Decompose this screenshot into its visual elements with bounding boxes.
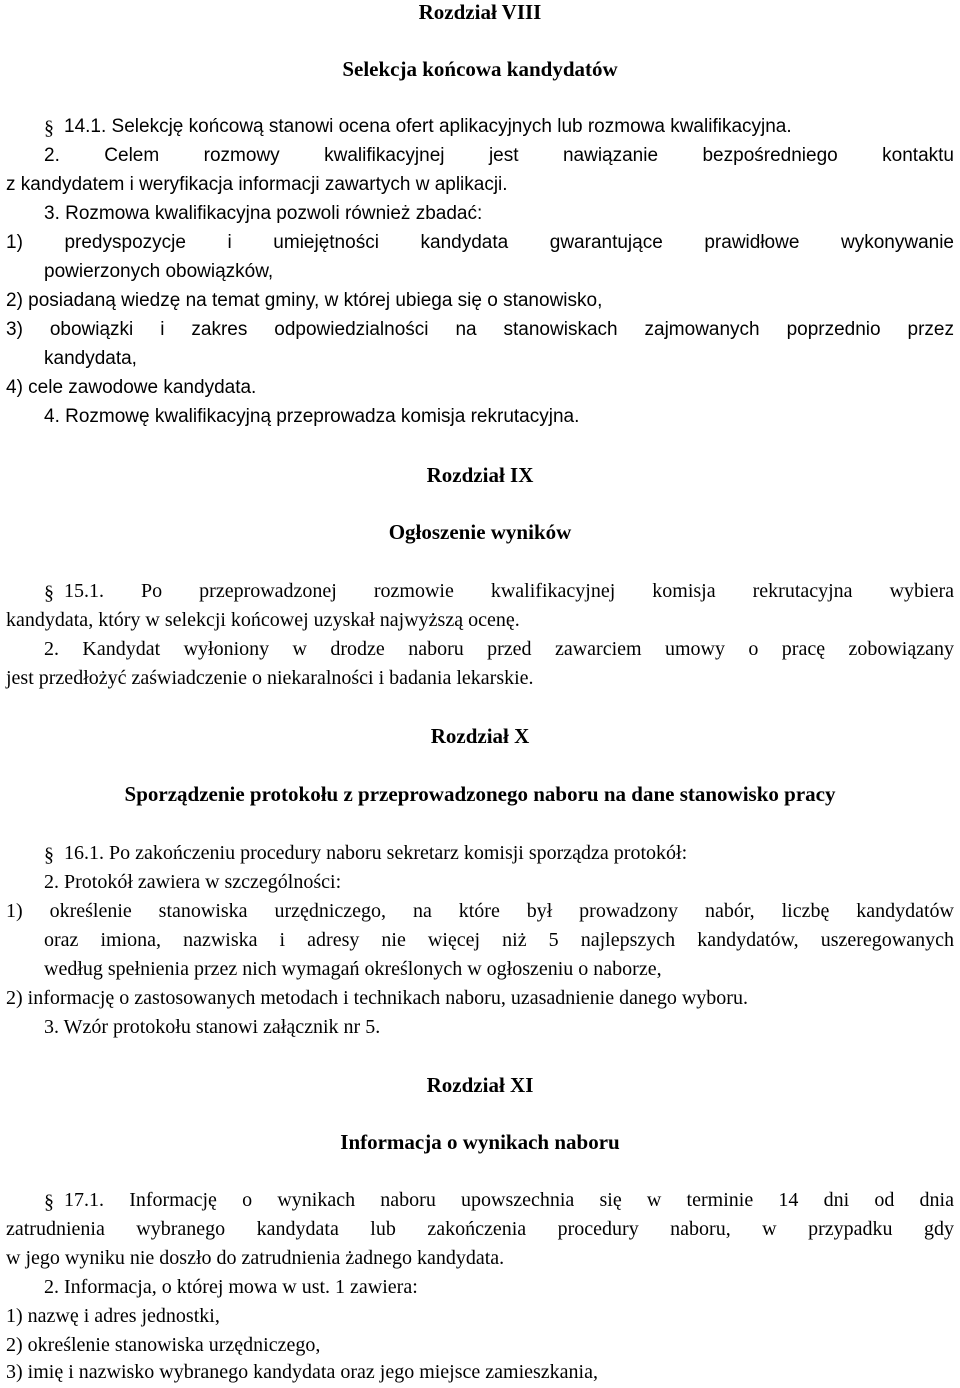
section-mark-icon: § bbox=[44, 117, 54, 139]
paragraph-15-1-line2: kandydata, który w selekcji końcowej uzyskał najwyższą ocenę. bbox=[6, 609, 520, 631]
list-item-1-line1: 1) określenie stanowiska urzędniczego, na które był prowadzony nabór, liczbę kandydatów bbox=[6, 900, 954, 922]
list-item-1: 1) nazwę i adres jednostki, bbox=[6, 1305, 220, 1327]
list-item-2: 2) informację o zastosowanych metodach i technikach naboru, uzasadnienie danego wyboru. bbox=[6, 987, 748, 1009]
section-mark-icon: § bbox=[44, 582, 54, 604]
list-item-1-line3: według spełnienia przez nich wymagań określonych w ogłoszeniu o naborze, bbox=[44, 958, 662, 980]
paragraph-15-1-line1: 15.1. Po przeprowadzonej rozmowie kwalifikacyjnej komisja rekrutacyjna wybiera bbox=[64, 580, 954, 602]
paragraph-14-1: 14.1. Selekcję końcową stanowi ocena ofert aplikacyjnych lub rozmowa kwalifikacyjna. bbox=[64, 116, 792, 137]
paragraph-14-2-line1: 2. Celem rozmowy kwalifikacyjnej jest nawiązanie bezpośredniego kontaktu bbox=[44, 145, 954, 166]
paragraph-15-2-line1: 2. Kandydat wyłoniony w drodze naboru przed zawarciem umowy o pracę zobowiązany bbox=[44, 638, 954, 660]
paragraph-14-4: 4. Rozmowę kwalifikacyjną przeprowadza komisja rekrutacyjna. bbox=[44, 406, 580, 427]
paragraph-15-2-line2: jest przedłożyć zaświadczenie o niekaralności i badania lekarskie. bbox=[6, 667, 534, 689]
chapter-9-subtitle: Ogłoszenie wyników bbox=[388, 520, 572, 544]
list-item-3-line1: 3) obowiązki i zakres odpowiedzialności na stanowiskach zajmowanych poprzednio przez bbox=[6, 319, 954, 340]
section-mark-icon: § bbox=[44, 844, 54, 866]
chapter-10-subtitle: Sporządzenie protokołu z przeprowadzonego naboru na dane stanowisko pracy bbox=[124, 782, 836, 806]
paragraph-17-1-line3: w jego wyniku nie doszło do zatrudnienia żadnego kandydata. bbox=[6, 1247, 505, 1269]
chapter-10-title: Rozdział X bbox=[430, 724, 530, 748]
list-item-3-line2: kandydata, bbox=[44, 348, 137, 369]
list-item-1-line2: powierzonych obowiązków, bbox=[44, 261, 274, 282]
paragraph-17-1-line2: zatrudnienia wybranego kandydata lub zakończenia procedury naboru, w przypadku gdy bbox=[6, 1218, 954, 1240]
chapter-8-title: Rozdział VIII bbox=[418, 0, 542, 24]
paragraph-16-1: 16.1. Po zakończeniu procedury naboru sekretarz komisji sporządza protokół: bbox=[64, 842, 688, 864]
chapter-8-subtitle: Selekcja końcowa kandydatów bbox=[342, 57, 618, 81]
chapter-11-title: Rozdział XI bbox=[426, 1073, 534, 1097]
paragraph-17-2: 2. Informacja, o której mowa w ust. 1 zawiera: bbox=[44, 1276, 418, 1298]
paragraph-16-3: 3. Wzór protokołu stanowi załącznik nr 5. bbox=[44, 1016, 381, 1038]
chapter-11-subtitle: Informacja o wynikach naboru bbox=[340, 1130, 620, 1154]
list-item-1-line1: 1) predyspozycje i umiejętności kandydata gwarantujące prawidłowe wykonywanie bbox=[6, 232, 954, 253]
list-item-3: 3) imię i nazwisko wybranego kandydata oraz jego miejsce zamieszkania, bbox=[6, 1361, 598, 1383]
list-item-2: 2) posiadaną wiedzę na temat gminy, w której ubiega się o stanowisko, bbox=[6, 290, 603, 311]
paragraph-16-2: 2. Protokół zawiera w szczególności: bbox=[44, 871, 342, 893]
list-item-2: 2) określenie stanowiska urzędniczego, bbox=[6, 1334, 321, 1356]
paragraph-14-2-line2: z kandydatem i weryfikacja informacji zawartych w aplikacji. bbox=[6, 174, 508, 195]
paragraph-17-1-line1: 17.1. Informację o wynikach naboru upowszechnia się w terminie 14 dni od dnia bbox=[64, 1189, 954, 1211]
section-mark-icon: § bbox=[44, 1191, 54, 1213]
list-item-1-line2: oraz imiona, nazwiska i adresy nie więcej niż 5 najlepszych kandydatów, uszeregowanych bbox=[44, 929, 954, 951]
list-item-4: 4) cele zawodowe kandydata. bbox=[6, 377, 257, 398]
paragraph-14-3: 3. Rozmowa kwalifikacyjna pozwoli również zbadać: bbox=[44, 203, 483, 224]
chapter-9-title: Rozdział IX bbox=[426, 463, 534, 487]
